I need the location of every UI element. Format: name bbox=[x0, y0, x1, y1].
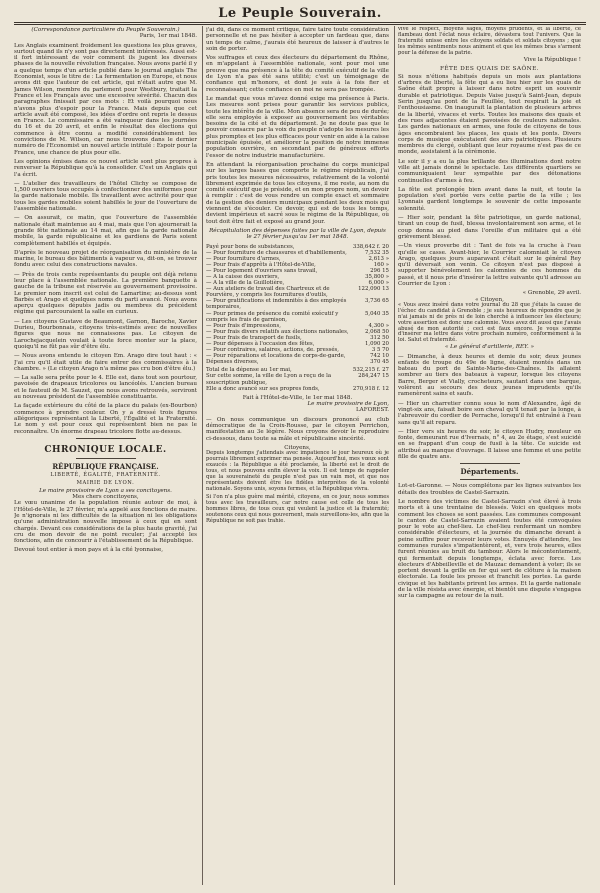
ledger-item-amount: 2,068 50 bbox=[364, 328, 389, 335]
ledger-subscription-row bbox=[206, 373, 389, 385]
column-separator bbox=[202, 26, 203, 885]
fete-title: FÊTE DES QUAIS DE SAÔNE. bbox=[439, 65, 539, 72]
signature-name: LAFOREST. bbox=[355, 407, 389, 414]
speech-paragraph: vive le respect, moyens sages, moyens prudents, et la liberté, ce flambeau dont l'éclat nous éclaire, dévastera tout l'univers. Que la fraternité unisse entre les citoyens soldats et soldats citoyens ; que les mêmes sentiments nous animent et que les mêmes bras s'arment pour la défense de la patrie. bbox=[398, 27, 581, 56]
ledger-item-label: — Pour frais d'apprêts à l'Hôtel-de-Ville, bbox=[206, 261, 316, 268]
article-paragraph: — Dimanche, à deux heures et demie du soir, deux jeunes enfants de troupe du 49e de ligne, étaient montés dans un bateau du port de Sainte-Marie-des-Chaînes. Ils allaient sombrer au tiers des bateaux à vapeur, lorsque les citoyens Barre, Berger et Vially, crocheteurs, sautant dans une barque, volèrent au secours des deux jeunes imprudents qu'ils ramenèrent sains et saufs. bbox=[398, 353, 581, 398]
ledger-balance-value: 270,918 f. 12 bbox=[352, 385, 389, 392]
ledger-total-label: Total de la dépense au 1er mai, bbox=[206, 367, 292, 374]
ledger-item-amount: 122,090 13 bbox=[358, 286, 389, 293]
article-paragraph: En attendant la réorganisation prochaine du corps municipal sur les larges bases que comporte le régime républicain, j'ai pris toutes les mesures nécessaires, relativement de la volonté librement exprimée de tous les citoyens, il me reste, au nom du comité exécutif que je préside, et en mon propre nom, un devoir à remplir : c'est de vous rendre un compte exact et sommaire de la gestion des deniers municipaux pendant les deux mois qui viennent de s'écouler. Ce devoir, qui est de tous les temps, devient impérieux et sacré sous le régime de la République, où tout doit être fait et exposé au grand jour. bbox=[206, 161, 389, 225]
ledger-item-amount: 3 5 70 bbox=[371, 347, 389, 354]
letter-signature: « Le général d'artillerie, REY. » bbox=[444, 344, 534, 351]
article-paragraph: —Un vieux proverbe dit : Tant de fois va la cruche à l'eau qu'elle se casse. Avant-hier, le Courrier calomniait le citoyen Arago, quelques jours auparavant c'était sur le général Rey qu'il déversait son venin. Ce citoyen n'est pas disposé à supporter bénévolement les calomnies de ces hommes du passé, et il nous prie d'insérer la lettre suivante qu'il adresse au Courrier de Lyon : bbox=[398, 243, 581, 288]
ledger-item-amount: 742 10 bbox=[370, 353, 389, 360]
ledger-balance-row bbox=[206, 386, 389, 392]
ledger-item-label: Dépenses diverses, bbox=[206, 359, 259, 366]
ledger-row bbox=[206, 311, 389, 323]
ledger-item-label: Payé pour bons de subsistances, bbox=[206, 243, 295, 250]
speech-closing: Vive la République ! bbox=[523, 56, 581, 63]
article-paragraph: Les Anglais examinent froidement les questions les plus graves, surtout quand ils n'y sont pas directement intéressés. Aussi est-il fort intéressant de voir comment ils jugent les diverses phases de la nouvelle révolution française. Nous avons parlé il y a quelque temps d'un article publié dans le journal anglais The Economist, sous le titre de : La fermentation en Europe, et nous avons dit que l'auteur de cet article, qui n'était autre que M. James Wilson, membre du parlement pour Westbury, traitait la France et les Français avec une excessive sévérité. Chacun des paragraphes finissait par ces mots : Et voilà pourquoi nous n'avons plus d'espoir pour la France. Mais depuis que cet article avait été composé, les idées d'ordre ont repris le dessus en France. Le commissaire a été vainqueur dans les journées du 16 et du 20 avril, et enfin le résultat des élections qui commence à être connu a modifié considérablement les convictions de M. Wilson, car nous trouvons dans le dernier numéro de l'Economist un nouvel article intitulé : Espoir pour la France, une chance de plus pour elle. bbox=[14, 42, 197, 156]
speech-paragraph: Depuis longtemps j'attendais avec impatience le jour heureux où je pourrais librement exprimer ma pensée. Aujourd'hui, mes vœux sont exaucés : la République a été proclamée, la liberté est le droit de tous, et nous pouvons enfin élever la voix. Il est temps de rappeler que la souveraineté du peuple n'est pas un vain mot, et que nos représentants doivent être les fidèles interprètes de la volonté nationale. Soyons unis, soyons fermes, et la République vivra. bbox=[206, 450, 389, 492]
article-paragraph: Le soir il y a eu la plus brillante des illuminations dont notre ville ait jamais donné le spectacle. Les différents quartiers se communiquaient leur sympathie par des détonations continuelles d'armes à feu. bbox=[398, 158, 581, 184]
ledger-subscription-value: 284,247 15 bbox=[358, 373, 389, 380]
ledger-item-label: — Aux ateliers de travail des Chartreux et de Fourvière, y compris les fournitures d'outils, bbox=[206, 286, 330, 299]
ledger-item-label: — A la ville de la Guillotière, bbox=[206, 280, 285, 287]
article-paragraph: — On nous communique un discours prononcé au club démocratique de la Croix-Rousse, par le citoyen Perrichon, manifestation au 3e légère. Nous croyons devoir le reproduire ci-dessous, dans toute sa mâle et républicaine sincérité. bbox=[206, 416, 389, 442]
ledger-item-amount: 1,090 20 bbox=[364, 341, 389, 347]
ledger-title: Récapitulation des dépenses faites par la ville de Lyon, depuis le 27 février jusqu'au 1er mai 1848. bbox=[209, 227, 386, 241]
ledger-item-amount: 2,613 » bbox=[368, 255, 389, 262]
article-paragraph: Devoué tout entier à mon pays et à la cité lyonnaise, bbox=[14, 547, 164, 554]
article-paragraph: La fête est prolongée bien avant dans la nuit, et toute la population s'est portée vers cette partie de la ville ; les Lyonnais gardent longtemps le souvenir de cette imposante solennité. bbox=[398, 186, 581, 212]
dateline: (Correspondance particulière du Peuple Souverain.) bbox=[31, 27, 180, 33]
section-title: CHRONIQUE LOCALE. bbox=[44, 444, 167, 455]
section-divider bbox=[76, 438, 136, 439]
ledger-item-label: — Pour dépenses à l'occasion des fêtes, bbox=[206, 341, 315, 347]
ledger-item-amount: 6,000 » bbox=[368, 280, 389, 287]
article-paragraph: — On assurait, ce matin, que l'ouverture de l'assemblée nationale était maintenue au 4 mai, mais que l'on ajournerait la grande fête nationale au 14 mai, afin que la garde nationale mobile, la garde républicaine et les gardiens de Paris soient complètement habillés et équipés. bbox=[14, 215, 197, 247]
ledger-item-amount: 35,800 » bbox=[365, 273, 389, 280]
ledger-item-amount: 3,736 65 bbox=[364, 298, 389, 305]
section-divider bbox=[76, 458, 136, 459]
ledger-item-label: — Pour logement d'ouvriers sans travail, bbox=[206, 267, 318, 274]
article-paragraph: Le nombre des victimes de Castel-Sarrazin s'est élevé à trois morts et à une trentaine de blessés. Voici en quelques mots comment les choses se sont passées. Les communes composant le canton de Castel-Sarrazin avaient toutes été convoquées pour le vote au chef-lieu. Le chef-lieu renfermant un nombre considérable d'électeurs, et la journée du dimanche devant à peine suffire pour recevoir leurs votes. Ennuyés d'attendre, les communes rurales s'impatientèrent, et, vers trois heures, elles furent réunies au bruit du tambour. Alors le mécontentement, qui fermentait depuis longtemps, éclata avec force. Les électeurs d'Abbeilleville et de Mauzac demandent à voter; ils se portent devant la grille en fer qui sert de clôture à la maison électorale. La foule les presse et franchit les portes. La garde civique et les habitants prirent les armes. Et la garde nationale de la ville résista avec énergie, et bientôt une dispute s'engagea sur la campagne au retour de la nuit. bbox=[398, 498, 581, 600]
letter-date: « Grenoble, 29 avril. bbox=[522, 290, 581, 297]
article-paragraph: — Les citoyens Gustave de Beaumont, Garnon, Baroche, Xavier Durieu, Bourbonnais, citoyens très-estimés avec de nouvelles figures que nous ne connaissons pas. Le citoyen de Larochejacquelein voulait à toute force monter sur la place, quoiqu'il ne fût pas sûr d'être élu. bbox=[14, 318, 197, 350]
column-separator bbox=[394, 26, 395, 885]
article-paragraph: Si nous n'étions habitués depuis un mois aux plantations d'arbres de liberté, la fête qui a eu lieu hier sur les quais de Saône était propre à laisser dans notre esprit un souvenir durable et patriotique. Depuis Vaise jusqu'à Saint-Jean, depuis Serin jusqu'au pont de la Feuillée, tout respirait la joie et l'enthousiasme. On inaugurait la plantation de plusieurs arbres de la liberté, vivaces et verts. Toutes les maisons des quais et des rues adjacentes étaient pavoisées de couleurs nationales. Les gardes nationaux en armes, une foule de citoyens de tous âges encombraient les places, les quais et les ponts. Divers corps de musique exécutaient des airs patriotiques. Plusieurs membres du clergé, oubliant que leur royaume n'est pas de ce monde, assistaient à la cérémonie. bbox=[398, 73, 581, 156]
ledger-item-label: — Pour frais divers relatifs aux élections nationales, bbox=[206, 328, 349, 335]
mairie-heading: MAIRIE DE LYON. bbox=[76, 479, 135, 486]
article-paragraph: — Hier vers six heures du soir, le citoyen Hudry, mouleur en fonte, demeurant rue d'Ivernais, n° 4, au 2e étage, s'est suicidé en se frappant d'un coup de fusil à la tête. Ce suicide est attribué au manque d'ouvrage. Il laisse une femme et une petite fille de quatre ans. bbox=[398, 428, 581, 461]
article-paragraph: Lot-et-Garonne. — Nous complétons par les lignes suivantes les détails des troubles de Castel-Sarrazin. bbox=[398, 483, 581, 496]
article-paragraph: — Hier soir, pendant la fête patriotique, un garde national, tirant un coup de fusil, blessa involontairement son arme, et le coup donna au pied dans l'oreille d'un militaire qui a été grièvement blessé. bbox=[398, 215, 581, 240]
ledger-row bbox=[206, 286, 389, 298]
ledger-item-amount: 7,532 35 bbox=[364, 249, 389, 256]
departements-title: Départements. bbox=[460, 467, 519, 477]
date: Paris, 1er mai 1848. bbox=[139, 33, 197, 40]
ledger-balance-label: Elle a donc avancé sur ses propres fonds, bbox=[206, 385, 320, 392]
ledger-item-label: — Pour gratifications et indemnités à des employés temporaires, bbox=[206, 298, 347, 311]
article-paragraph: j'ai dû, dans ce moment critique, faire taire toute considération personnelle et ne pas hésiter à accepter un fardeau que, dans un temps de calme, j'aurais été heureux de laisser à d'autres le soin de porter. bbox=[206, 27, 389, 52]
article-paragraph: Les opinions émises dans ce nouvel article sont plus propres à renverser la République qu'à la consolider. C'est un Anglais qui l'a écrit. bbox=[14, 158, 197, 178]
ledger-item-label: — A la caisse des ouvriers, bbox=[206, 273, 280, 280]
speech-paragraph: Si l'on n'a plus guère mal mérité, citoyens, en ce jour, nous sommes tous avec les travailleurs, car notre cause est celle de tous les hommes libres, de tous ceux qui veulent la justice et la fraternité; soutenons ceux qui nous gouvernent, mais surveillons-les, afin que la République ne soit pas trahie. bbox=[206, 494, 389, 525]
ledger-item-label: — Pour frais d'impressions, bbox=[206, 322, 281, 329]
article-paragraph: — La salle sera prête pour le 4. Elle est, dans tout son pourtour, pavoisée de drapeaux tricolores ou lancéolés. L'ancien bureau et le fauteuil de M. Sauzet, que nous avons retrouvés, serviront au nouveau président de l'assemblée constituante. bbox=[14, 375, 197, 401]
article-paragraph: Le mandat que vous m'avez donné exige ma présence à Paris. Les mesures sont prises pour garantir les services publics, toute les intérêts de la ville. Mon absence sera de peu de durée; elle sera employée à exposer au gouvernement les véritables besoins de la cité et du département. Je ne doute pas que le pouvoir consacre par la voix du peuple n'adopte les mesures les plus promptes et les plus efficaces pour venir en aide à la caisse municipale épuisée, et améliorer la position de notre immense population ouvrière, en secondant par de généreux efforts l'essor de notre industrie manufacturière. bbox=[206, 95, 389, 159]
article-paragraph: Vos suffrages et ceux des électeurs du département du Rhône, en m'appelant à l'assemblée nationale, sont pour moi une preuve que ma présence à la tête du comité exécutif de la ville de Lyon n'a pas été sans utilité; c'est un témoignage de confiance qui m'honore, et dont je suis à la fois fier et reconnaissant; cette confiance en moi ne sera pas trompée. bbox=[206, 55, 389, 93]
column-3 bbox=[398, 27, 581, 603]
letter-body: « Vous avez inséré dans votre journal du 28 que j'étais la cause de l'échec du candidat à Grenoble ; je suis heureux de répondre que je n'ai jamais ni de près ni de loin cherché à influencer les électeurs; votre assertion est donc une calomnie. Vous avez dit aussi que j'avais abusé de mon autorité ; ceci est faux encore. Je vous somme d'insérer ma lettre dans votre prochain numéro, conformément à la loi. Salut et fraternité. bbox=[398, 301, 581, 344]
republic-heading: RÉPUBLIQUE FRANÇAISE. bbox=[52, 461, 159, 471]
article-paragraph: — Hier un charretier connu sous le nom d'Alexandre, âgé de vingt-six ans, faisait boire son cheval qu'il tenait par la longe, à l'abreuvoir du cordier de Perrache, lorsqu'il fut entraîné à l'eau sans qu'il ait reparu. bbox=[398, 400, 581, 426]
column-2 bbox=[206, 27, 389, 528]
ledger-item-amount: 160 » bbox=[373, 261, 389, 268]
ledger-row bbox=[206, 359, 389, 365]
republic-motto: LIBERTÉ, ÉGALITÉ, FRATERNITÉ. bbox=[50, 471, 161, 478]
masthead-rule-double bbox=[14, 24, 586, 25]
ledger-item-label: — Pour primes de présence du comité exécutif y compris les frais de garnison, bbox=[206, 310, 339, 323]
ledger-item-label: — Pour frais de transport de fusils, bbox=[206, 334, 302, 341]
speech-greeting: Citoyens, bbox=[284, 444, 311, 451]
masthead-rule bbox=[14, 22, 586, 23]
expense-ledger bbox=[206, 244, 389, 366]
letter-greeting: « Citoyen, bbox=[475, 296, 504, 303]
ledger-item-label: — Pour fourniture de chaussures et d'habillements, bbox=[206, 249, 347, 256]
ledger-item-amount: 4,300 » bbox=[368, 322, 389, 329]
ledger-item-amount: 370 45 bbox=[370, 359, 389, 366]
masthead-title: Le Peuple Souverain. bbox=[218, 6, 382, 21]
signature-place: Fait à l'Hôtel-de-Ville, le 1er mai 1848. bbox=[242, 394, 353, 401]
ledger-total-value: 532,215 f. 27 bbox=[352, 367, 389, 374]
mairie-subheading: Le maire provisoire de Lyon a ses concitoyens. bbox=[39, 487, 172, 494]
column-1 bbox=[14, 27, 197, 557]
ledger-item-amount: 296 15 bbox=[370, 267, 389, 274]
article-paragraph: Le vœu unanime de la population réunie autour de moi, à l'Hôtel-de-Ville, le 27 février, m'a appelé aux fonctions de maire. Je n'ignorais ni les difficultés de la situation ni les obligations qu'une administration nouvelle impose à ceux qui en sont chargés. Devant ces considérations de la plus haute gravité, j'ai cru de mon devoir de ne point reculer; j'ai accepté les fonctions, afin de concourir à l'établissement de la République. bbox=[14, 500, 197, 545]
ledger-subscription-label: Sur cette somme, la ville de Lyon a reçu de la souscription publique, bbox=[206, 373, 332, 386]
ledger-item-label: — Pour réparations et locations de corps-de-garde, bbox=[206, 353, 346, 360]
section-divider bbox=[460, 463, 520, 464]
article-paragraph: — Près de trois cents représentants du peuple ont déjà retenu leur place à l'assemblée nationale. La première banquette à gauche de la tribune est réservée au gouvernement provisoire. Le premier nom inscrit est celui de Lamartine; au-dessus sont Barbès et Arago et quelques noms du parti avancé. Nous avons aperçu quelques députés jadis ou membres du précédent régime qui parcouraient la salle en curieux. bbox=[14, 271, 197, 316]
article-paragraph: D'après le nouveau projet de réorganisation du ministère de la marine, le bureau des bâtiments à vapeur va, dit-on, se trouver fondu avec celui des constructions navales. bbox=[14, 249, 197, 269]
article-paragraph: La façade extérieure du côté de la place du palais (ex-Bourbon) commence à prendre couleur. On y a dressé trois figures allégoriques représentant la Liberté, l'Égalité et la Fraternité. Le nom y est pour ceux qui représentent bien ne pas le reconnaître. Un énorme drapeau tricolore flotte au-dessus. bbox=[14, 403, 197, 435]
section-divider bbox=[460, 479, 520, 480]
ledger-row bbox=[206, 298, 389, 310]
ledger-item-label: — Pour fourniture d'armes, bbox=[206, 255, 281, 262]
ledger-item-amount: 312 50 bbox=[370, 334, 389, 341]
ledger-item-amount: 338,642 f. 20 bbox=[352, 243, 389, 250]
salutation: Mes chers concitoyens, bbox=[72, 494, 139, 501]
article-paragraph: — L'atelier des travailleurs de l'hôtel Clichy se compose de 1,500 ouvriers tous occupés à confectionner des uniformes pour la garde nationale mobile. Ils travaillent avec activité pour que tous les gardes mobiles soient habillés le jour de l'ouverture de l'assemblée nationale. bbox=[14, 180, 197, 213]
article-paragraph: — Nous avons entendu le citoyen Em. Arago dire tout haut : « J'ai cru qu'il était utile de faire entrer des commissaires à la chambre. » (Le citoyen Arago n'a même pas cru bon d'être élu.) bbox=[14, 353, 197, 372]
ledger-item-amount: 5,040 35 bbox=[364, 310, 389, 317]
signature-role: Le maire provisoire de Lyon, bbox=[307, 401, 389, 408]
ledger-item-label: — Pour contraires, salaires, actions, de. pressés, bbox=[206, 347, 340, 354]
